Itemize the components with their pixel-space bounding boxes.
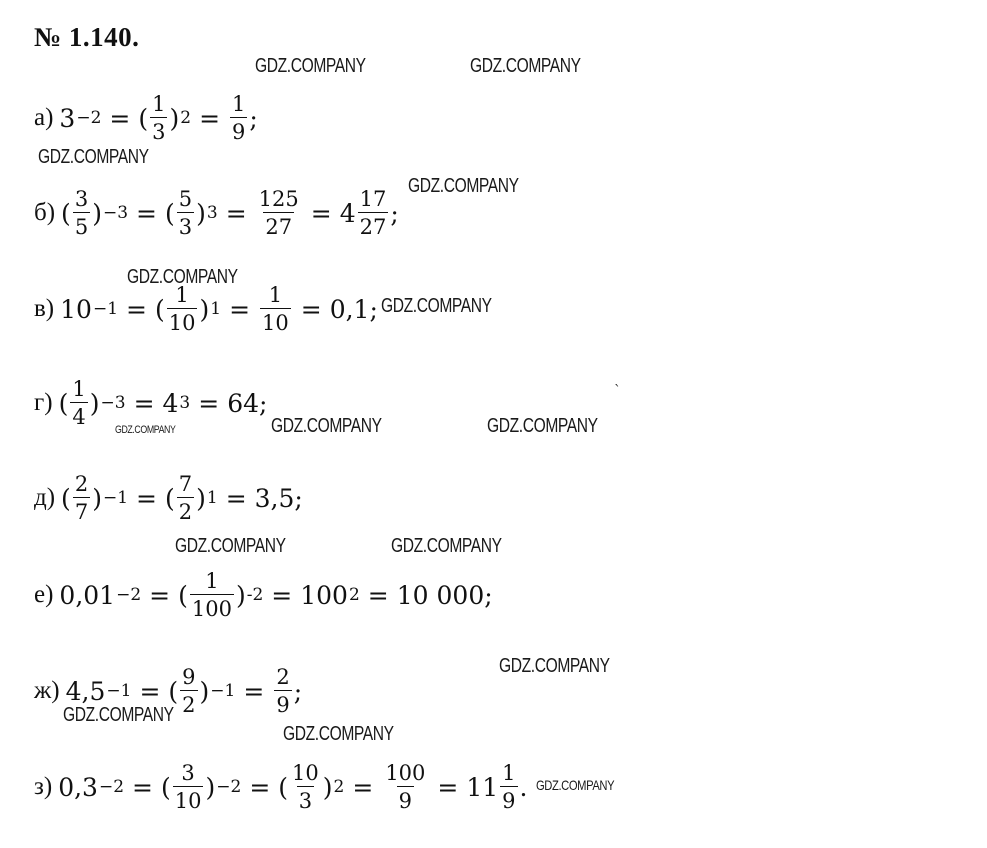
watermark-text: GDZ.COMPANY [127, 266, 238, 288]
exponent: 3 [179, 393, 191, 414]
item-label: з) [34, 773, 53, 801]
paren: ( [164, 483, 175, 513]
item-label: г) [34, 389, 53, 417]
base: 4 [162, 388, 179, 418]
base: 3 [59, 103, 76, 133]
numerator: 1 [268, 283, 283, 307]
equals-sign: = [271, 580, 293, 610]
denominator: 9 [274, 690, 291, 716]
exponent: −1 [102, 488, 129, 509]
fraction [73, 473, 90, 523]
equals-sign: = [225, 198, 247, 228]
paren: ) [196, 198, 206, 228]
equals-sign: = [225, 483, 247, 513]
item-label: б) [34, 199, 56, 227]
denominator: 3 [297, 786, 314, 812]
whole-part: 4 [339, 198, 356, 228]
equals-sign: = [243, 676, 265, 706]
exponent: −1 [210, 681, 236, 702]
scan-speck: ˋ [614, 383, 621, 399]
numerator: 3 [181, 761, 195, 785]
watermark-text: GDZ.COMPANY [115, 424, 176, 436]
base: 4,5 [65, 676, 106, 706]
watermark-text: GDZ.COMPANY [271, 415, 382, 437]
watermark-text: GDZ.COMPANY [283, 723, 394, 745]
exponent: −2 [98, 777, 125, 798]
paren: ( [160, 772, 171, 802]
equals-sign: = [133, 388, 155, 418]
watermark-text: GDZ.COMPANY [536, 777, 615, 793]
denominator: 10 [173, 786, 204, 812]
denominator: 27 [263, 212, 294, 238]
denominator: 9 [500, 786, 517, 812]
equals-sign: = [300, 294, 322, 324]
equals-sign: = [229, 294, 251, 324]
paren: ( [138, 103, 149, 133]
numerator: 7 [178, 472, 193, 496]
exponent: -2 [246, 585, 264, 606]
paren: ( [164, 198, 175, 228]
paren: ( [154, 294, 165, 324]
exponent: −3 [102, 203, 129, 224]
mixed-number [466, 762, 519, 812]
exponent: 1 [206, 488, 218, 509]
equals-sign: = [139, 676, 161, 706]
denominator: 7 [73, 497, 90, 523]
paren: ( [61, 198, 71, 228]
fraction [500, 762, 517, 812]
denominator: 27 [358, 212, 389, 238]
fraction [150, 93, 167, 143]
result: 64 [227, 388, 260, 418]
equation-row-a [34, 93, 258, 143]
fraction [70, 378, 87, 428]
denominator: 10 [260, 308, 291, 334]
paren: ) [169, 103, 180, 133]
numerator: 10 [292, 761, 319, 785]
paren: ) [92, 198, 102, 228]
exponent: −1 [106, 681, 132, 702]
denominator: 2 [180, 690, 197, 716]
equals-sign: = [352, 772, 374, 802]
exponent: −2 [76, 108, 102, 129]
base: 10 [60, 294, 92, 324]
result: 0,1 [329, 294, 370, 324]
base: 0,3 [58, 772, 98, 802]
watermark-text: GDZ.COMPANY [381, 295, 492, 317]
fraction [290, 762, 321, 812]
equals-sign: = [126, 294, 147, 324]
fraction [257, 188, 301, 238]
numerator: 2 [74, 472, 89, 496]
fraction [358, 188, 389, 238]
paren: ) [205, 772, 216, 802]
denominator: 10 [167, 308, 198, 334]
watermark-text: GDZ.COMPANY [391, 535, 502, 557]
item-label: а) [34, 104, 54, 132]
numerator: 5 [178, 187, 193, 211]
equals-sign: = [367, 580, 389, 610]
exponent: 2 [180, 108, 192, 129]
numerator: 17 [359, 187, 387, 211]
numerator: 3 [74, 187, 89, 211]
watermark-text: GDZ.COMPANY [499, 655, 610, 677]
numerator: 1 [502, 761, 516, 785]
denominator: 3 [150, 117, 167, 143]
paren: ) [199, 294, 210, 324]
equation-row-e [34, 570, 493, 620]
watermark-text: GDZ.COMPANY [175, 535, 286, 557]
denominator: 3 [177, 212, 194, 238]
equation-row-v [34, 284, 378, 334]
fraction [167, 284, 198, 334]
base: 100 [300, 580, 348, 610]
fraction [177, 473, 194, 523]
period: . [519, 772, 528, 802]
item-label: в) [34, 295, 55, 323]
semicolon: ; [293, 676, 303, 706]
equals-sign: = [310, 198, 332, 228]
numerator: 125 [258, 187, 299, 211]
exponent: −2 [216, 777, 242, 798]
watermark-text: GDZ.COMPANY [38, 146, 149, 168]
paren: ) [199, 676, 210, 706]
watermark-text: GDZ.COMPANY [63, 704, 174, 726]
problem-number-heading: № 1.140. [34, 22, 140, 52]
paren: ( [61, 483, 71, 513]
paren: ( [178, 580, 188, 610]
denominator: 100 [190, 594, 234, 620]
paren: ) [89, 388, 100, 418]
fraction [260, 284, 291, 334]
exponent: −2 [116, 585, 142, 606]
mixed-number [340, 188, 391, 238]
exponent: −3 [100, 393, 126, 414]
semicolon: ; [390, 198, 399, 228]
fraction [230, 93, 247, 143]
exponent: −1 [92, 299, 119, 320]
denominator: 2 [177, 497, 194, 523]
paren: ) [235, 580, 246, 610]
equation-row-z [34, 762, 528, 812]
item-label: д) [34, 484, 56, 512]
numerator: 1 [232, 92, 246, 116]
equals-sign: = [136, 483, 157, 513]
equals-sign: = [149, 580, 171, 610]
equals-sign: = [136, 198, 157, 228]
paren: ) [322, 772, 333, 802]
watermark-text: GDZ.COMPANY [487, 415, 598, 437]
paren: ( [278, 772, 289, 802]
semicolon: ; [294, 483, 303, 513]
numerator: 1 [205, 569, 219, 593]
semicolon: ; [369, 294, 378, 324]
denominator: 9 [230, 117, 247, 143]
semicolon: ; [484, 580, 493, 610]
paren: ( [58, 388, 69, 418]
result: 3,5 [254, 483, 295, 513]
numerator: 1 [72, 377, 86, 401]
paren: ) [196, 483, 206, 513]
equation-row-zh [34, 666, 302, 716]
denominator: 4 [70, 402, 87, 428]
denominator: 9 [397, 786, 414, 812]
equation-row-g [34, 378, 267, 428]
fraction [173, 762, 204, 812]
watermark-text: GDZ.COMPANY [255, 55, 366, 77]
numerator: 1 [152, 92, 166, 116]
fraction [177, 188, 194, 238]
fraction [383, 762, 427, 812]
equation-row-d [34, 473, 303, 523]
fraction [73, 188, 90, 238]
watermark-text: GDZ.COMPANY [470, 55, 581, 77]
exponent: 2 [348, 585, 360, 606]
exponent: 1 [210, 299, 222, 320]
paren: ) [92, 483, 102, 513]
base: 0,01 [59, 580, 116, 610]
fraction [180, 666, 197, 716]
watermark-text: GDZ.COMPANY [408, 175, 519, 197]
semicolon: ; [249, 103, 258, 133]
equals-sign: = [198, 388, 220, 418]
fraction [274, 666, 291, 716]
numerator: 2 [276, 665, 290, 689]
whole-part: 11 [466, 772, 499, 802]
numerator: 1 [175, 283, 189, 307]
numerator: 100 [385, 761, 426, 785]
paren: ( [168, 676, 179, 706]
item-label: ж) [34, 677, 60, 705]
result: 10 000 [396, 580, 485, 610]
exponent: 3 [206, 203, 218, 224]
equals-sign: = [109, 103, 131, 133]
exponent: 2 [333, 777, 345, 798]
equals-sign: = [249, 772, 271, 802]
denominator: 5 [73, 212, 90, 238]
equation-row-b [34, 188, 399, 238]
numerator: 9 [182, 665, 196, 689]
equals-sign: = [132, 772, 153, 802]
equals-sign: = [437, 772, 459, 802]
item-label: е) [34, 581, 54, 609]
semicolon: ; [259, 388, 268, 418]
equals-sign: = [199, 103, 221, 133]
fraction [190, 570, 234, 620]
